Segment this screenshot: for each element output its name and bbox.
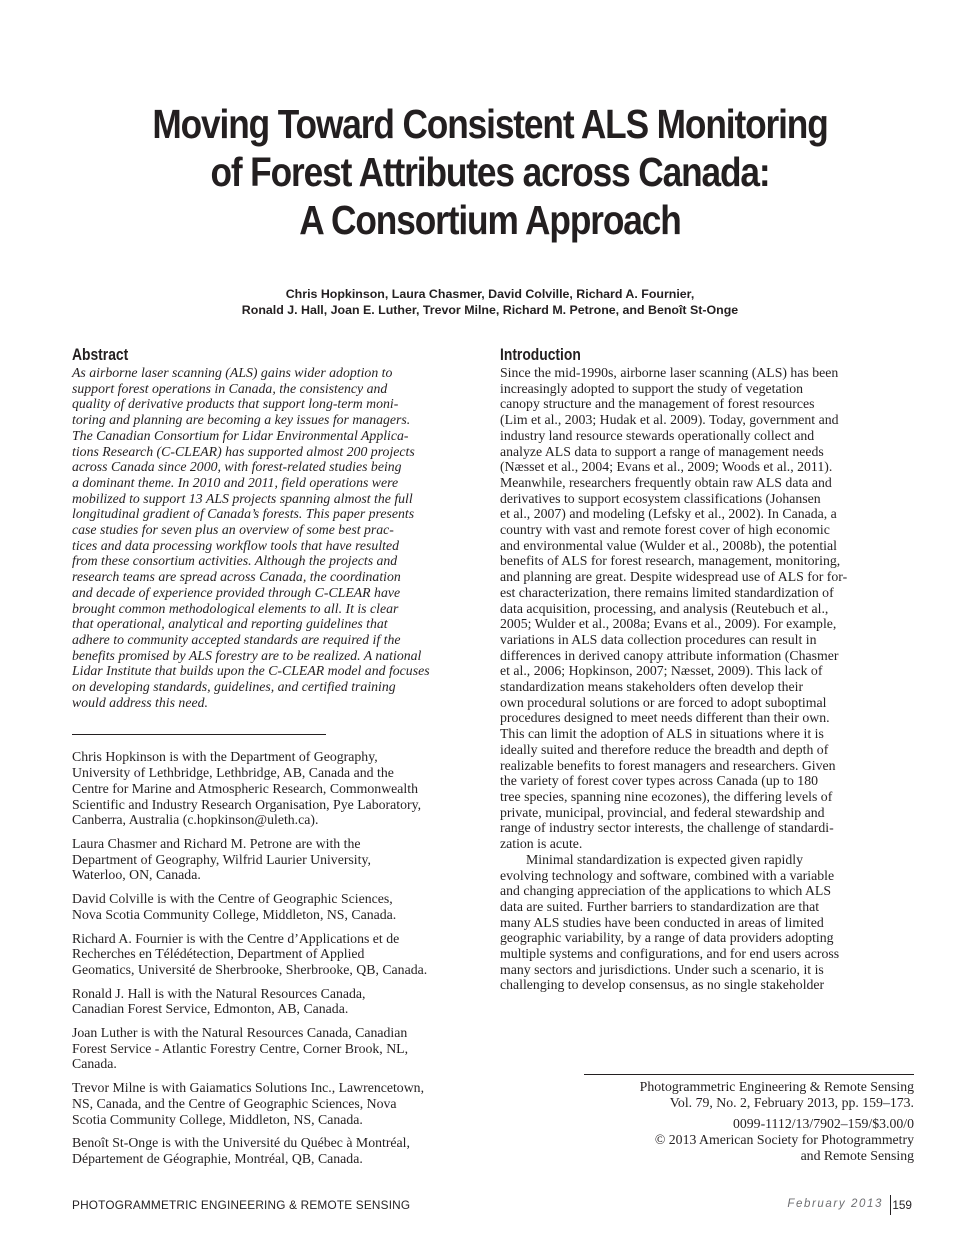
text-line: Waterloo, ON, Canada. [72, 867, 201, 883]
text-line: As airborne laser scanning (ALS) gains wider adoption to [72, 365, 393, 380]
article-title [120, 100, 860, 244]
text-line: multiple systems and configurations, and for end users across [500, 946, 840, 962]
text-line: Recherches en Télédétection, Department of Applied [72, 946, 365, 962]
text-line: a dominant theme. In 2010 and 2011, field operations were [72, 474, 399, 490]
text-line: derivatives to support ecosystem classifications (Johansen [500, 490, 821, 506]
text-line: toring and planning are becoming a key issues for managers. [72, 412, 411, 428]
text-line: Canada. [72, 1056, 117, 1072]
text-line: Scotia Community College, Middleton, NS, Canada. [72, 1111, 363, 1127]
text-line: evolving technology and software, combined with a variable [500, 867, 835, 883]
text-line: adhere to community accepted standards are required if the [72, 631, 401, 647]
text-line: and decade of experience provided through C-CLEAR have [72, 584, 401, 600]
text-line: variations in ALS data collection procedures can result in [500, 631, 817, 647]
text-line: Lidar Institute that builds upon the C-CLEAR model and focuses [72, 663, 430, 679]
introduction-heading: Introduction [500, 346, 581, 364]
publication-copyright: and Remote Sensing [800, 1147, 914, 1163]
text-line: the variety of forest cover types across Canada (up to 180 [500, 773, 818, 789]
text-line: and environmental value (Wulder et al., 2008b), the potential [500, 537, 837, 553]
text-line: industry land resource stewards operationally collect and [500, 427, 815, 443]
publication-issue: Vol. 79, No. 2, February 2013, pp. 159–173. [669, 1094, 914, 1110]
text-line: et al., 2007) and modeling (Lefsky et al., 2002). In Canada, a [500, 506, 837, 522]
abstract-body [72, 365, 488, 710]
text-line: own procedural solutions or are forced to adopt suboptimal [500, 694, 827, 710]
text-line: private, municipal, provincial, and federal stewardship and [500, 804, 825, 820]
text-line: est characterization, there remains limited standardization of [500, 584, 834, 600]
text-line: et al., 2006; Hopkinson, 2007; Næsset, 2009). This lack of [500, 663, 823, 679]
text-line: Nova Scotia Community College, Middleton, NS, Canada. [72, 906, 397, 922]
text-line: The Canadian Consortium for Lidar Environmental Applica- [72, 427, 409, 443]
text-line: Canadian Forest Service, Edmonton, AB, Canada. [72, 1001, 349, 1017]
text-line: (Næsset et al., 2004; Evans et al., 2009; Woods et al., 2011). [500, 459, 833, 475]
text-line: David Colville is with the Centre of Geographic Sciences, [72, 891, 393, 907]
text-line: tree species, spanning nine ecozones), the differing levels of [500, 788, 833, 804]
author-list [120, 286, 860, 318]
text-line: Ronald J. Hall is with the Natural Resources Canada, [72, 985, 366, 1001]
introduction-paragraph-1 [500, 365, 914, 852]
text-line: Geomatics, Université de Sherbrooke, Sherbrooke, QB, Canada. [72, 961, 428, 977]
author-line: Ronald J. Hall, Joan E. Luther, Trevor Milne, Richard M. Petrone, and Benoît St-Onge [241, 303, 739, 317]
page-number: 159 [892, 1198, 912, 1212]
text-line: Scientific and Industry Research Organisation, Pye Laboratory, [72, 796, 422, 812]
text-line: data acquisition, processing, and analysis (Reutebuch et al., [500, 600, 829, 616]
text-line: Meanwhile, researchers frequently obtain raw ALS data and [500, 474, 832, 490]
text-line: (Lim et al., 2003; Hudak et al. 2009). Today, government and [500, 412, 839, 428]
text-line: longitudinal gradient of Canada’s forests. This paper presents [72, 506, 415, 522]
text-line: case studies for seven plus an overview of some best prac- [72, 522, 394, 538]
publication-code: 0099-1112/13/7902–159/$3.00/0 [732, 1116, 914, 1132]
text-line: on developing standards, guidelines, and certified training [72, 679, 396, 695]
text-line: NS, Canada, and the Centre of Geographic Sciences, Nova [72, 1095, 397, 1111]
text-line: benefits promised by ALS forestry are to be realized. A national [72, 647, 422, 663]
author-line: Chris Hopkinson, Laura Chasmer, David Colville, Richard A. Fournier, [285, 287, 695, 301]
title-line: Moving Toward Consistent ALS Monitoring [152, 101, 828, 147]
affiliation-note [72, 931, 488, 978]
text-line: standardization means stakeholders often develop their [500, 679, 804, 695]
text-line: Richard A. Fournier is with the Centre d’Applications et de [72, 930, 400, 946]
text-line: range of industry sector interests, the challenge of standardi- [500, 820, 834, 836]
text-line: Canberra, Australia (c.hopkinson@uleth.ca). [72, 812, 319, 828]
text-line: This can limit the adoption of ALS in situations where it is [500, 726, 824, 742]
title-line: A Consortium Approach [299, 197, 681, 243]
text-line: analyze ALS data to support a range of management needs [500, 443, 824, 459]
text-line: procedures designed to meet needs different than their own. [500, 710, 830, 726]
text-line: across Canada since 2000, with forest-related studies being [72, 459, 402, 475]
footer-divider [890, 1195, 891, 1215]
affiliation-note [72, 836, 488, 883]
text-line: many ALS studies have been conducted in areas of limited [500, 914, 824, 930]
text-line: Since the mid-1990s, airborne laser scanning (ALS) has been [500, 365, 839, 380]
affiliation-note [72, 1025, 488, 1072]
text-line: research teams are spread across Canada, the coordination [72, 569, 401, 585]
text-line: and changing appreciation of the applications to which ALS [500, 883, 832, 899]
introduction-paragraph-2 [500, 852, 914, 993]
affiliation-divider [72, 734, 326, 735]
text-line: support forest operations in Canada, the consistency and [72, 380, 388, 396]
text-line: quality of derivative products that support long-term moni- [72, 396, 399, 412]
text-line: country with vast and remote forest cover of high economic [500, 522, 830, 538]
left-column [72, 346, 488, 1175]
text-line: Centre for Marine and Atmospheric Research, Commonwealth [72, 780, 418, 796]
text-line: Forest Service - Atlantic Forestry Centre, Corner Brook, NL, [72, 1040, 409, 1056]
text-line: would address this need. [72, 694, 208, 710]
text-line: realizable benefits to forest managers and researchers. Given [500, 757, 836, 773]
text-line: Benoît St-Onge is with the Université du Québec à Montréal, [72, 1135, 410, 1151]
title-line: of Forest Attributes across Canada: [210, 149, 770, 195]
text-line: geographic variability, by a range of data providers adopting [500, 930, 834, 946]
text-line: Trevor Milne is with Gaiamatics Solutions Inc., Lawrencetown, [72, 1080, 425, 1096]
text-line: mobilized to support 13 ALS projects spanning almost the full [72, 490, 413, 506]
text-line: canopy structure and the management of forest resources [500, 396, 815, 412]
text-line: and planning are great. Despite widespread use of ALS for for- [500, 569, 848, 585]
text-line: differences in derived canopy attribute information (Chasmer [500, 647, 839, 663]
affiliation-note [72, 749, 488, 828]
affiliation-notes [72, 749, 488, 1166]
text-line: Chris Hopkinson is with the Department of Geography, [72, 749, 378, 765]
text-line: many sectors and jurisdictions. Under such a scenario, it is [500, 961, 824, 977]
text-line: benefits of ALS for forest research, management, monitoring, [500, 553, 841, 569]
publication-journal: Photogrammetric Engineering & Remote Sensing [639, 1079, 914, 1094]
text-line: Department of Geography, Wilfrid Laurier University, [72, 851, 371, 867]
affiliation-note [72, 891, 488, 922]
text-line: data are suited. Further barriers to standardization are that [500, 898, 820, 914]
text-line: increasingly adopted to support the study of vegetation [500, 380, 804, 396]
text-line: ideally suited and therefore reduce the breadth and depth of [500, 741, 829, 757]
text-line: 2005; Wulder et al., 2008a; Evans et al., 2009). For example, [500, 616, 837, 632]
text-line: Joan Luther is with the Natural Resources Canada, Canadian [72, 1025, 408, 1041]
footer-date: February 2013 [787, 1198, 883, 1210]
affiliation-note [72, 1135, 488, 1166]
abstract-heading: Abstract [72, 346, 129, 364]
right-column [500, 346, 914, 993]
publication-info [584, 1074, 914, 1164]
text-line: challenging to develop consensus, as no single stakeholder [500, 977, 825, 993]
text-line: brought common methodological elements to all. It is clear [72, 600, 399, 616]
footer-journal-name: PHOTOGRAMMETRIC ENGINEERING & REMOTE SENSING [72, 1198, 411, 1212]
publication-copyright: © 2013 American Society for Photogrammetry [654, 1132, 914, 1148]
text-line: Laura Chasmer and Richard M. Petrone are with the [72, 835, 361, 851]
text-line: from these consortium activities. Although the projects and [72, 553, 398, 569]
text-line: tices and data processing workflow tools that have resulted [72, 537, 400, 553]
text-line: Minimal standardization is expected given rapidly [526, 851, 804, 867]
text-line: tions Research (C-CLEAR) has supported almost 200 projects [72, 443, 415, 459]
text-line: Département de Géographie, Montréal, QB, Canada. [72, 1150, 363, 1166]
text-line: zation is acute. [500, 836, 583, 852]
text-line: University of Lethbridge, Lethbridge, AB, Canada and the [72, 765, 394, 781]
affiliation-note [72, 986, 488, 1017]
affiliation-note [72, 1080, 488, 1127]
text-line: that operational, analytical and reporting guidelines that [72, 616, 388, 632]
